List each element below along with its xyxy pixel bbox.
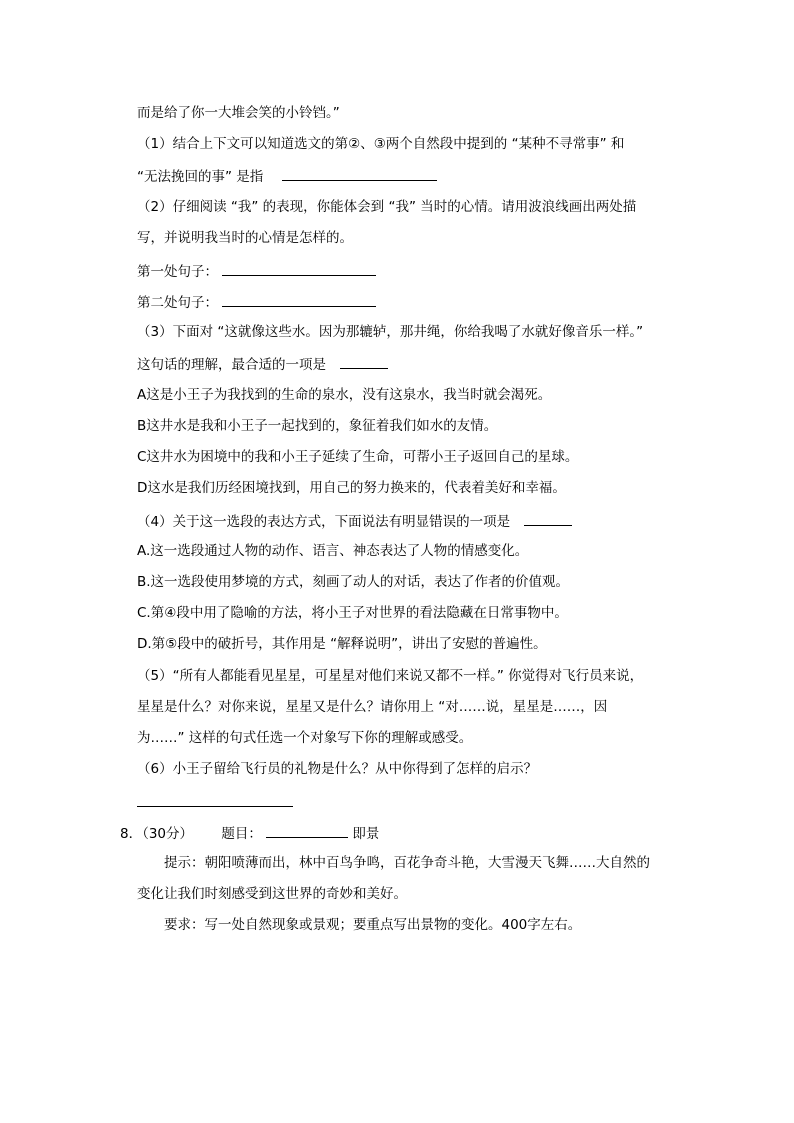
q7-1-answer-blank[interactable] [282, 166, 437, 181]
q7-3-line1: （3）下面对 “这就像这些水。因为那辘轳，那井绳，你给我喝了水就好像音乐一样。” [137, 324, 644, 340]
q7-3-option-c: C这井水为困境中的我和小王子延续了生命，可帮小王子返回自己的星球。 [137, 449, 579, 465]
q7-1-line2-text: “无法挽回的事” 是指 [137, 169, 264, 185]
q7-2-second-sentence [137, 292, 376, 312]
q7-4-option-d: D.第⑤段中的破折号，其作用是 “解释说明”，讲出了安慰的普遍性。 [137, 636, 547, 652]
q7-3-option-d: D这水是我们历经困境找到，用自己的努力换来的，代表着美好和幸福。 [137, 480, 566, 496]
q7-5-line3: 为……” 这样的句式任选一个对象写下你的理解或感受。 [137, 730, 473, 746]
q7-2-second-label: 第二处句子： [137, 295, 218, 311]
q8-header [120, 823, 379, 843]
q7-2-first-sentence [137, 261, 376, 281]
q7-4-option-a: A.这一选段通过人物的动作、语言、神态表达了人物的情感变化。 [137, 543, 529, 559]
q7-6-answer-line[interactable] [137, 806, 293, 807]
q8-hint-line1: 提示：朝阳喷薄而出，林中百鸟争鸣，百花争奇斗艳，大雪漫天飞舞……大自然的 [164, 855, 650, 871]
q8-title-prefix: 题目： [221, 826, 262, 842]
q7-4-option-b: B.这一选段使用梦境的方式，刻画了动人的对话，表达了作者的价值观。 [137, 574, 570, 590]
q7-5-line1: （5）“所有人都能看见星星，可星星对他们来说又都不一样。” 你觉得对飞行员来说， [137, 668, 644, 684]
q7-2-first-label: 第一处句子： [137, 264, 218, 280]
q7-2-second-blank[interactable] [222, 292, 376, 307]
q8-requirement: 要求：写一处自然现象或景观；要重点写出景物的变化。400字左右。 [164, 917, 582, 933]
q7-passage-tail: 而是给了你一大堆会笑的小铃铛。” [137, 105, 340, 121]
q7-2-first-blank[interactable] [222, 261, 376, 276]
q8-title-blank[interactable] [266, 823, 348, 838]
q7-2-line1: （2）仔细阅读 “我” 的表现，你能体会到 “我” 当时的心情。请用波浪线画出两处描 [137, 199, 637, 215]
q7-3-option-b: B这井水是我和小王子一起找到的，象征着我们如水的友情。 [137, 418, 498, 434]
q7-1-line1: （1）结合上下文可以知道选文的第②、③两个自然段中提到的 “某种不寻常事” 和 [137, 136, 625, 152]
q7-3-line2 [137, 354, 388, 374]
q7-4-line1-text: （4）关于这一选段的表达方式，下面说法有明显错误的一项是 [137, 514, 511, 530]
q7-4-option-c: C.第④段中用了隐喻的方法，将小王子对世界的看法隐藏在日常事物中。 [137, 605, 568, 621]
q7-1-line2 [137, 166, 437, 186]
q7-4-line1 [137, 511, 572, 531]
q7-3-line2-text: 这句话的理解，最合适的一项是 [137, 357, 326, 373]
q7-6-line1: （6）小王子留给飞行员的礼物是什么？从中你得到了怎样的启示？ [137, 761, 538, 777]
q7-3-answer-blank[interactable] [340, 354, 388, 369]
q7-5-line2: 星星是什么？对你来说，星星又是什么？请你用上 “对……说，星星是……，因 [137, 699, 608, 715]
q8-number: 8．（30分） [120, 826, 194, 842]
q7-4-answer-blank[interactable] [524, 511, 572, 526]
q7-2-line2: 写，并说明我当时的心情是怎样的。 [137, 230, 353, 246]
q7-3-option-a: A这是小王子为我找到的生命的泉水，没有这泉水，我当时就会渴死。 [137, 387, 552, 403]
q8-title-suffix: 即景 [352, 826, 380, 842]
q8-hint-line2: 变化让我们时刻感受到这世界的奇妙和美好。 [137, 886, 407, 902]
